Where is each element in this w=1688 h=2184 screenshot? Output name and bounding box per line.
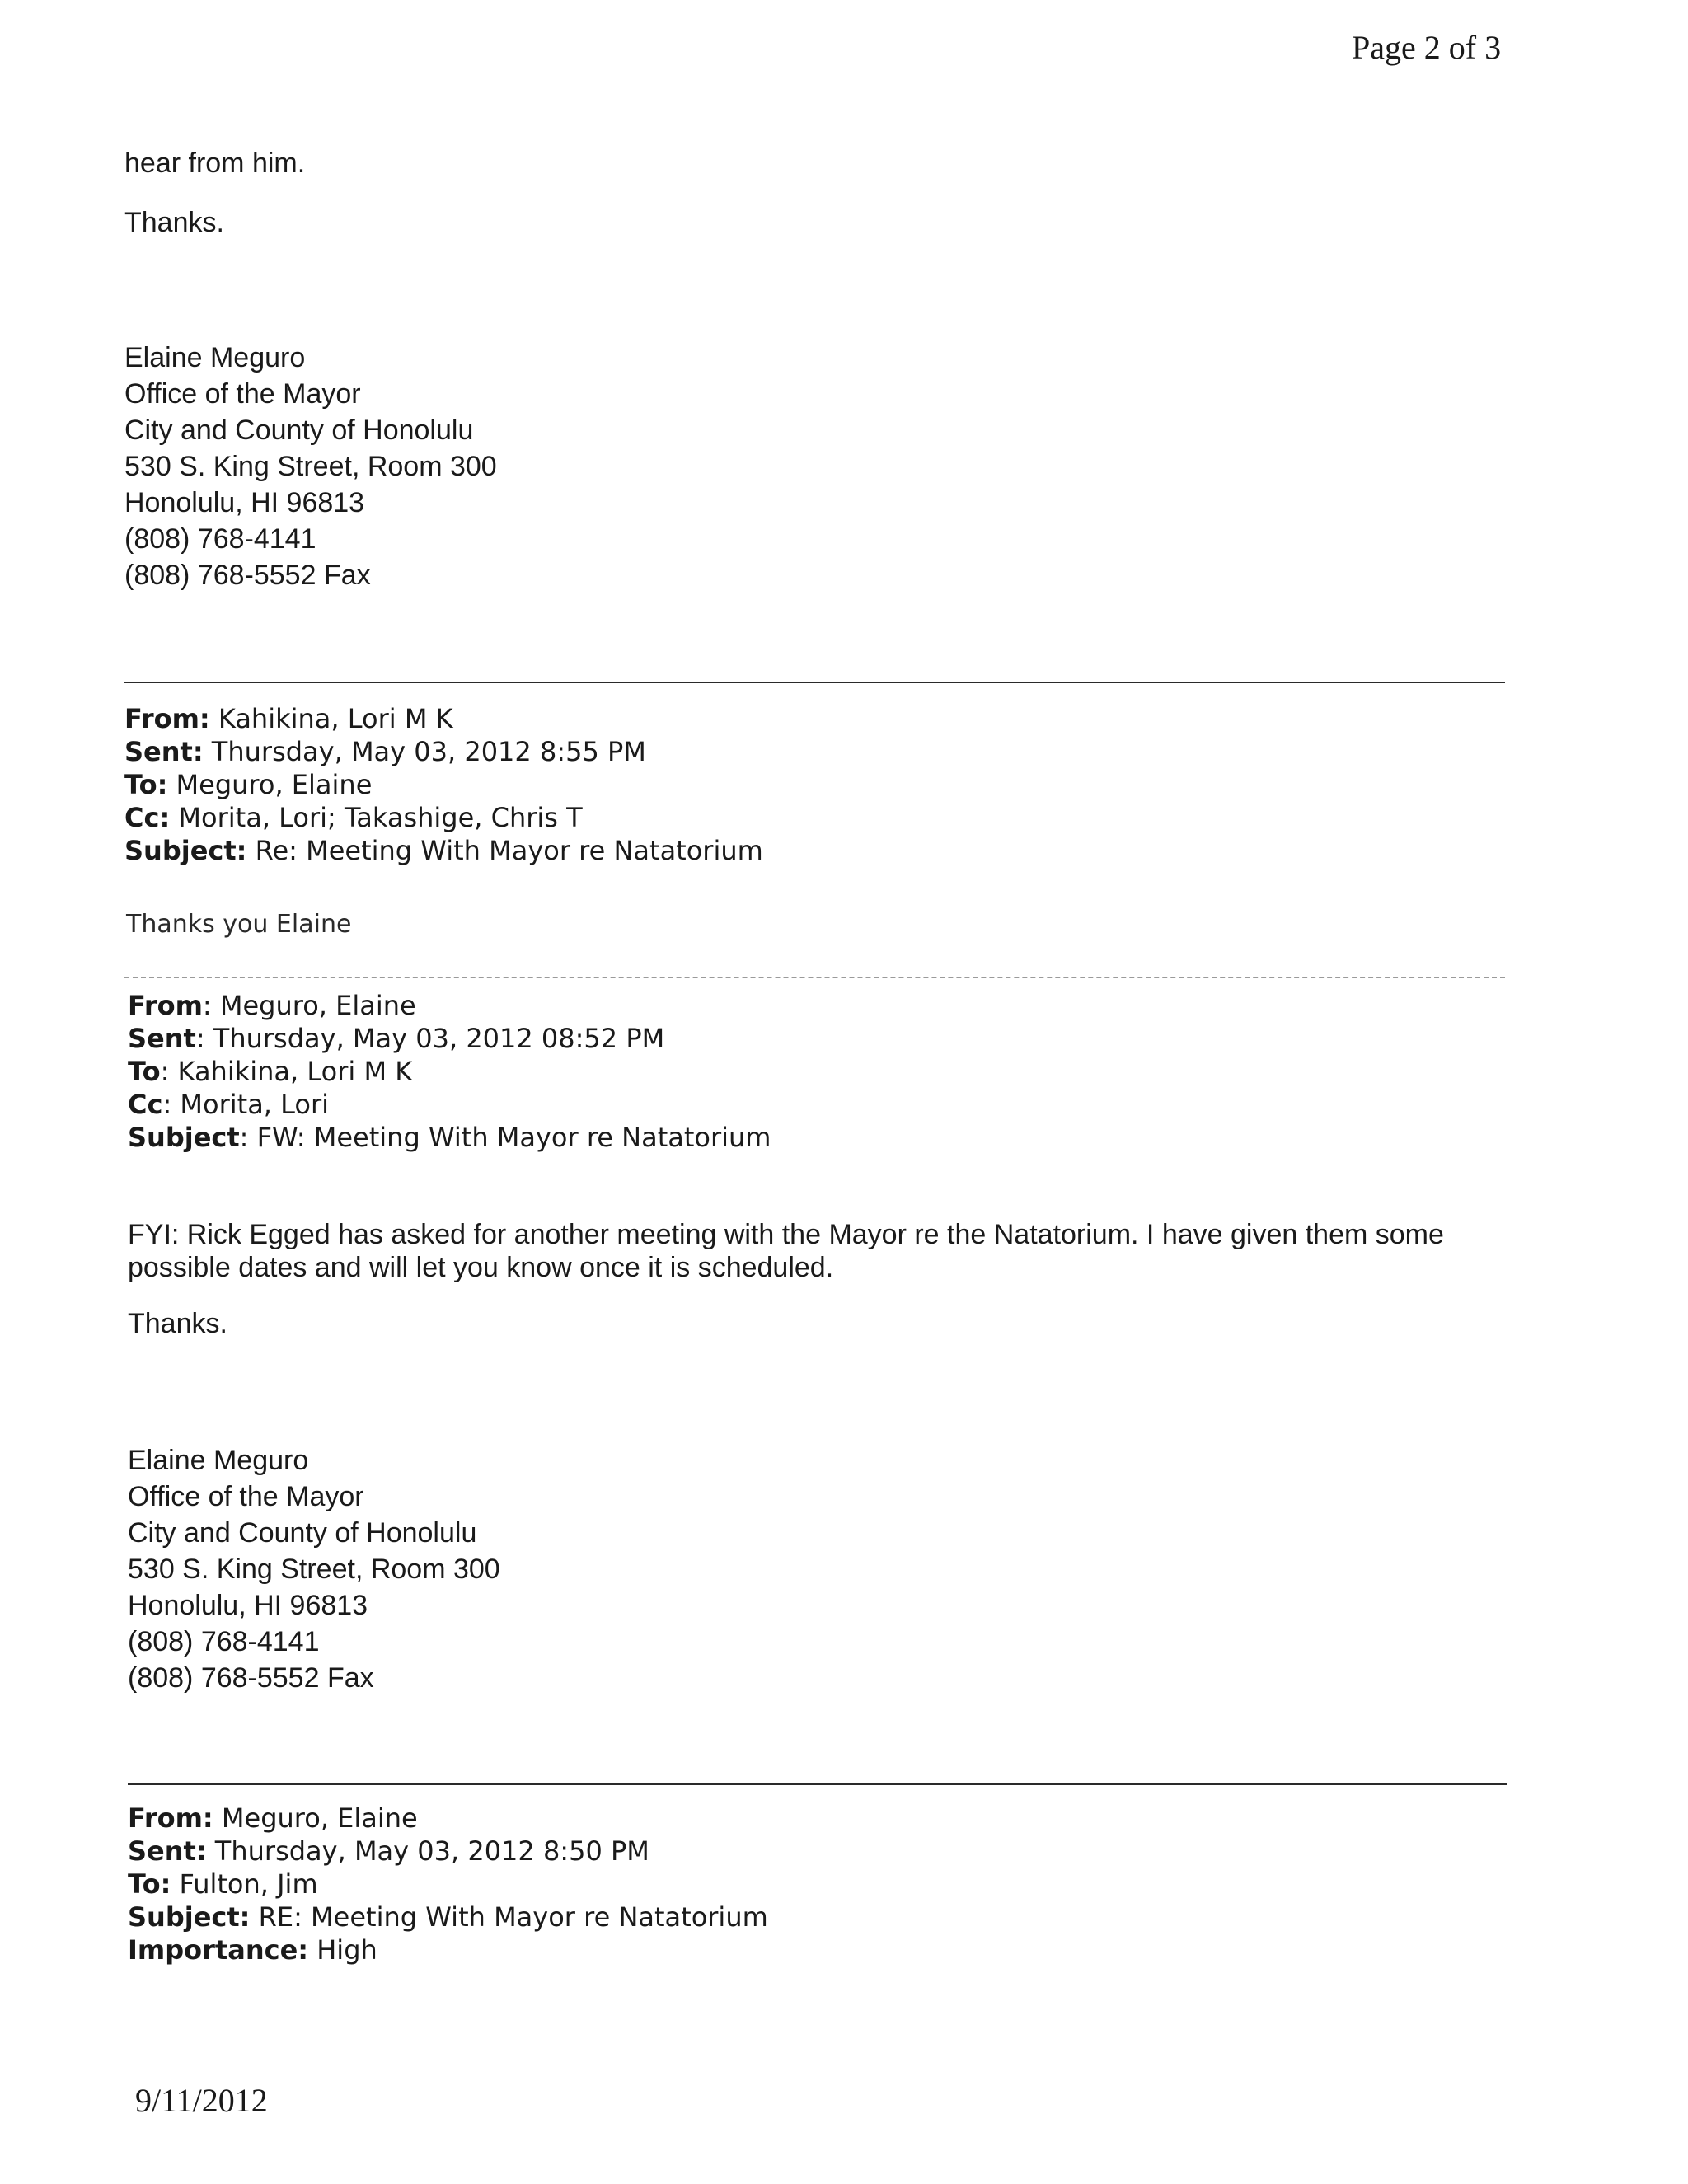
from-value: Kahikina, Lori M K [218,703,453,734]
signature-city: City and County of Honolulu [128,1517,477,1549]
sent-value: Thursday, May 03, 2012 8:55 PM [211,736,646,767]
sent-label: Sent: [124,736,204,767]
from-label: From: [124,703,210,734]
to-line [124,768,763,801]
importance-value: High [316,1934,377,1966]
from-line: From: Meguro, Elaine [128,990,416,1021]
from-value: Meguro, Elaine [219,990,416,1021]
signature-office: Office of the Mayor [124,378,361,410]
to-label: To [128,1056,161,1087]
signature-block [128,1442,500,1696]
signature-city-zip: Honolulu, HI 96813 [128,1590,368,1621]
to-value: Kahikina, Lori M K [177,1056,413,1087]
signature-name: Elaine Meguro [124,342,306,373]
closing-thanks: Thanks. [124,207,224,238]
closing-thanks: Thanks. [128,1308,227,1339]
from-line [124,702,763,735]
signature-office: Office of the Mayor [128,1481,364,1512]
to-value: Meguro, Elaine [176,769,373,800]
signature-street: 530 S. King Street, Room 300 [128,1554,500,1585]
signature-city: City and County of Honolulu [124,415,474,446]
divider [128,1783,1507,1785]
divider [124,977,1505,978]
subject-line: Subject: FW: Meeting With Mayor re Natatorium [128,1122,771,1153]
subject-label: Subject: [124,835,247,866]
subject-value: FW: Meeting With Mayor re Natatorium [256,1122,771,1153]
footer-date: 9/11/2012 [135,2082,268,2119]
signature-block [124,340,497,593]
cc-line: Cc: Morita, Lori [128,1089,330,1120]
email-header [128,989,771,1154]
subject-value: Re: Meeting With Mayor re Natatorium [255,835,763,866]
signature-name: Elaine Meguro [128,1445,309,1476]
cc-label: Cc: [124,802,171,833]
to-label: To: [124,769,168,800]
from-label: From [128,990,203,1021]
to-value: Fulton, Jim [179,1868,318,1900]
divider [124,682,1505,683]
continuation-text: hear from him. [124,148,306,179]
from-value: Meguro, Elaine [221,1802,418,1834]
signature-fax: (808) 768-5552 Fax [128,1662,374,1694]
from-line [128,1802,768,1835]
signature-city-zip: Honolulu, HI 96813 [124,487,365,518]
subject-value: RE: Meeting With Mayor re Natatorium [258,1901,768,1933]
signature-phone: (808) 768-4141 [128,1626,320,1657]
email-header [124,702,763,867]
signature-phone: (808) 768-4141 [124,523,316,555]
cc-label: Cc [128,1089,163,1120]
sent-line [124,735,763,768]
sent-line [128,1835,768,1868]
sent-value: Thursday, May 03, 2012 08:52 PM [213,1023,665,1054]
subject-line [124,834,763,867]
signature-fax: (808) 768-5552 Fax [124,560,371,591]
to-label: To: [128,1868,171,1900]
subject-label: Subject [128,1122,240,1153]
subject-label: Subject: [128,1901,251,1933]
sent-line: Sent: Thursday, May 03, 2012 08:52 PM [128,1023,665,1054]
subject-line [128,1900,768,1933]
email-body: Thanks you Elaine [126,910,352,939]
email-header [128,1802,768,1966]
sent-label: Sent [128,1023,196,1054]
cc-value: Morita, Lori; Takashige, Chris T [178,802,583,833]
to-line: To: Kahikina, Lori M K [128,1056,413,1087]
sent-value: Thursday, May 03, 2012 8:50 PM [214,1835,649,1867]
importance-line [128,1933,768,1966]
sent-label: Sent: [128,1835,207,1867]
email-body: FYI: Rick Egged has asked for another meeting with the Mayor re the Natatorium. I have given them some possible dates and will let you know once it is scheduled. [128,1219,1444,1283]
page-number: Page 2 of 3 [1352,29,1502,66]
signature-street: 530 S. King Street, Room 300 [124,451,497,482]
from-label: From: [128,1802,213,1834]
cc-line [124,801,763,834]
cc-value: Morita, Lori [180,1089,330,1120]
importance-label: Importance: [128,1934,309,1966]
to-line [128,1868,768,1900]
